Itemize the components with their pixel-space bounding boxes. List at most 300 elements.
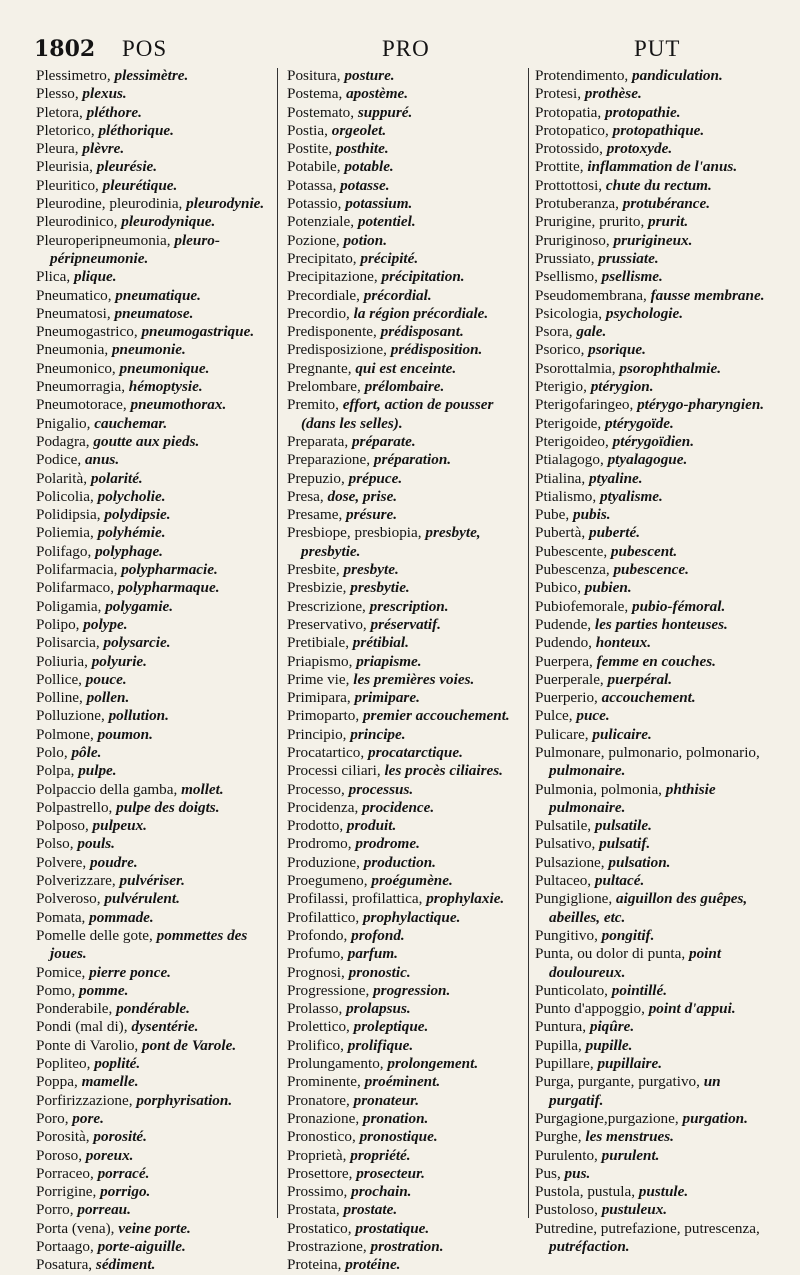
dictionary-entry bbox=[36, 890, 268, 908]
dictionary-entry bbox=[287, 927, 527, 945]
dictionary-entry bbox=[36, 140, 268, 158]
entry-translation: prussiate. bbox=[598, 249, 659, 267]
entry-translation: pus. bbox=[564, 1164, 591, 1182]
entry-headword: Policolia, bbox=[36, 487, 94, 505]
entry-headword: Porosità, bbox=[36, 1128, 90, 1146]
entry-translation: proleptique. bbox=[353, 1018, 429, 1036]
entry-headword: Pronatore, bbox=[287, 1091, 350, 1109]
dictionary-entry bbox=[535, 634, 771, 652]
entry-headword: Presa, bbox=[287, 487, 324, 505]
entry-translation: honteux. bbox=[595, 634, 652, 652]
dictionary-entry bbox=[36, 1183, 268, 1201]
entry-translation: poplité. bbox=[94, 1055, 141, 1073]
dictionary-entry bbox=[36, 1092, 268, 1110]
column-divider bbox=[528, 68, 529, 1218]
dictionary-entry bbox=[287, 305, 527, 323]
entry-translation: presbyte. bbox=[343, 561, 399, 579]
dictionary-entry bbox=[287, 1220, 527, 1238]
entry-headword: Pnigalio, bbox=[36, 414, 91, 432]
entry-headword: Principio, bbox=[287, 725, 347, 743]
entry-headword: Protendimento, bbox=[535, 67, 629, 84]
dictionary-entry bbox=[287, 890, 527, 908]
dictionary-entry bbox=[287, 1037, 527, 1055]
entry-headword: Pomo, bbox=[36, 981, 76, 999]
entry-translation: presbytie. bbox=[350, 579, 410, 597]
entry-headword: Profumo, bbox=[287, 945, 344, 963]
entry-headword: Portaago, bbox=[36, 1238, 94, 1255]
entry-translation: putréfaction. bbox=[549, 1238, 630, 1255]
dictionary-entry bbox=[287, 1147, 527, 1165]
entry-translation: prothèse. bbox=[584, 85, 642, 103]
entry-headword: Pleura, bbox=[36, 140, 79, 158]
entry-headword: Profondo, bbox=[287, 926, 348, 944]
dictionary-entry bbox=[36, 854, 268, 872]
entry-translation: pôle. bbox=[71, 743, 102, 761]
dictionary-entry bbox=[535, 1201, 771, 1219]
dictionary-entry bbox=[535, 341, 771, 359]
entry-headword: Pronostico, bbox=[287, 1128, 356, 1146]
entry-translation: psellisme. bbox=[601, 268, 663, 286]
dictionary-entry bbox=[535, 158, 771, 176]
entry-headword: Presbiope, presbiopia, bbox=[287, 524, 422, 542]
dictionary-entry bbox=[287, 378, 527, 396]
entry-translation: sédiment. bbox=[95, 1256, 156, 1274]
entry-headword: Protuberanza, bbox=[535, 195, 619, 213]
entry-translation: pouls. bbox=[77, 835, 115, 853]
entry-translation: protéine. bbox=[345, 1256, 401, 1274]
dictionary-entry bbox=[287, 177, 527, 195]
dictionary-entry bbox=[535, 872, 771, 890]
dictionary-entry bbox=[36, 451, 268, 469]
entry-headword: Pomice, bbox=[36, 963, 86, 981]
dictionary-entry bbox=[535, 250, 771, 268]
dictionary-entry bbox=[36, 653, 268, 671]
entry-headword: Precordio, bbox=[287, 304, 350, 322]
entry-headword: Pupillare, bbox=[535, 1055, 594, 1073]
entry-translation: potassium. bbox=[345, 195, 413, 213]
entry-headword: Pudende, bbox=[535, 615, 592, 633]
entry-translation: progression. bbox=[373, 981, 451, 999]
entry-translation: prostration. bbox=[370, 1238, 444, 1255]
dictionary-entry bbox=[287, 488, 527, 506]
entry-headword: Premito, bbox=[287, 396, 339, 414]
entry-translation: polycholie. bbox=[97, 487, 166, 505]
entry-headword: Pomelle delle gote, bbox=[36, 926, 153, 944]
entry-headword: Precipitato, bbox=[287, 249, 357, 267]
entry-headword: Ptialagogo, bbox=[535, 451, 604, 469]
dictionary-entry bbox=[36, 287, 268, 305]
entry-headword: Primoparto, bbox=[287, 707, 360, 725]
entry-headword: Porta (vena), bbox=[36, 1219, 115, 1237]
dictionary-entry bbox=[535, 1183, 771, 1201]
entry-translation: psychologie. bbox=[605, 304, 684, 322]
entry-translation: poumon. bbox=[97, 725, 153, 743]
entry-translation: les menstrues. bbox=[585, 1128, 674, 1146]
dictionary-entry bbox=[535, 305, 771, 323]
entry-translation: pubio-fémoral. bbox=[632, 597, 726, 615]
entry-translation: pierre ponce. bbox=[89, 963, 171, 981]
dictionary-entry bbox=[535, 781, 771, 818]
entry-headword: Predisponente, bbox=[287, 323, 377, 341]
entry-headword: Poppa, bbox=[36, 1073, 78, 1091]
entry-headword: Polpa, bbox=[36, 762, 75, 780]
dictionary-entry bbox=[535, 1110, 771, 1128]
entry-headword: Pomata, bbox=[36, 908, 86, 926]
entry-headword: Prurigine, prurito, bbox=[535, 213, 645, 231]
dictionary-entry bbox=[287, 598, 527, 616]
entry-translation: pulpe des doigts. bbox=[116, 798, 220, 816]
entry-headword: Pretibiale, bbox=[287, 634, 349, 652]
entry-translation: pleurétique. bbox=[102, 176, 178, 194]
entry-headword: Polso, bbox=[36, 835, 74, 853]
dictionary-entry bbox=[287, 1110, 527, 1128]
dictionary-entry bbox=[36, 195, 268, 213]
entry-headword: Protopatia, bbox=[535, 103, 602, 121]
entry-translation: processus. bbox=[348, 780, 414, 798]
entry-translation: mamelle. bbox=[81, 1073, 139, 1091]
entry-translation: presbyte, presbytie. bbox=[301, 524, 481, 560]
dictionary-entry bbox=[36, 726, 268, 744]
entry-headword: Polpaccio della gamba, bbox=[36, 780, 178, 798]
entry-translation: ptyalagogue. bbox=[607, 451, 688, 469]
entry-translation: psorophthalmie. bbox=[619, 359, 722, 377]
entry-headword: Ponte di Varolio, bbox=[36, 1036, 139, 1054]
entry-headword: Pneumonia, bbox=[36, 341, 109, 359]
entry-headword: Pleurodinico, bbox=[36, 213, 118, 231]
entry-translation: profond. bbox=[351, 926, 405, 944]
dictionary-entry bbox=[535, 360, 771, 378]
dictionary-entry bbox=[535, 1055, 771, 1073]
entry-translation: pondérable. bbox=[116, 1000, 190, 1018]
entry-headword: Poliuria, bbox=[36, 652, 88, 670]
entry-translation: polygamie. bbox=[105, 597, 174, 615]
entry-headword: Pterigoide, bbox=[535, 414, 602, 432]
entry-headword: Polifarmaco, bbox=[36, 579, 115, 597]
entry-headword: Prime vie, bbox=[287, 670, 350, 688]
entry-headword: Ponderabile, bbox=[36, 1000, 113, 1018]
entry-translation: pulicaire. bbox=[592, 725, 652, 743]
entry-translation: puberté. bbox=[589, 524, 641, 542]
entry-headword: Purghe, bbox=[535, 1128, 582, 1146]
dictionary-entry bbox=[535, 579, 771, 597]
entry-headword: Prolasso, bbox=[287, 1000, 343, 1018]
dictionary-entry bbox=[287, 470, 527, 488]
entry-headword: Popliteo, bbox=[36, 1055, 91, 1073]
entry-headword: Pulsazione, bbox=[535, 853, 605, 871]
dictionary-entry bbox=[36, 341, 268, 359]
entry-translation: purgation. bbox=[682, 1109, 748, 1127]
entry-translation: puce. bbox=[576, 707, 610, 725]
dictionary-entry bbox=[535, 396, 771, 414]
entry-headword: Polifago, bbox=[36, 542, 92, 560]
entry-translation: parfum. bbox=[347, 945, 398, 963]
entry-translation: polype. bbox=[83, 615, 128, 633]
entry-headword: Profilattico, bbox=[287, 908, 360, 926]
entry-translation: pont de Varole. bbox=[142, 1036, 237, 1054]
entry-translation: prolifique. bbox=[347, 1036, 414, 1054]
entry-translation: prescription. bbox=[369, 597, 449, 615]
entry-headword: Pulmonia, polmonia, bbox=[535, 780, 662, 798]
entry-headword: Punta, ou dolor di punta, bbox=[535, 945, 686, 963]
dictionary-entry bbox=[287, 360, 527, 378]
dictionary-entry bbox=[287, 634, 527, 652]
dictionary-entry bbox=[36, 506, 268, 524]
dictionary-entry bbox=[287, 67, 527, 85]
dictionary-entry bbox=[535, 415, 771, 433]
entry-translation: prélombaire. bbox=[364, 378, 445, 396]
entry-headword: Polipo, bbox=[36, 615, 80, 633]
entry-headword: Polifarmacia, bbox=[36, 561, 118, 579]
dictionary-entry bbox=[36, 213, 268, 231]
entry-translation: propriété. bbox=[350, 1146, 411, 1164]
entry-translation: ptérygion. bbox=[590, 378, 654, 396]
entry-headword: Pneumatosi, bbox=[36, 304, 111, 322]
entry-translation: pronateur. bbox=[353, 1091, 420, 1109]
dictionary-entry bbox=[535, 287, 771, 305]
entry-translation: pronation. bbox=[362, 1109, 429, 1127]
dictionary-entry bbox=[36, 1165, 268, 1183]
entry-headword: Punticolato, bbox=[535, 981, 608, 999]
dictionary-entry bbox=[36, 122, 268, 140]
entry-headword: Posatura, bbox=[36, 1256, 93, 1274]
entry-headword: Pupilla, bbox=[535, 1036, 582, 1054]
entry-headword: Pungiglione, bbox=[535, 890, 613, 908]
entry-translation: présure. bbox=[346, 506, 398, 524]
entry-headword: Produzione, bbox=[287, 853, 360, 871]
dictionary-entry bbox=[535, 1073, 771, 1110]
entry-headword: Preservativo, bbox=[287, 615, 367, 633]
entry-translation: polypharmaque. bbox=[117, 579, 220, 597]
entry-translation: point douloureux. bbox=[549, 945, 722, 981]
dictionary-entry bbox=[287, 1092, 527, 1110]
entry-headword: Psicologia, bbox=[535, 304, 603, 322]
entry-translation: prurit. bbox=[648, 213, 689, 231]
entry-translation: plèvre. bbox=[82, 140, 125, 158]
dictionary-entry bbox=[535, 177, 771, 195]
dictionary-entry bbox=[287, 762, 527, 780]
entry-translation: production. bbox=[363, 853, 436, 871]
dictionary-entry bbox=[36, 634, 268, 652]
dictionary-entry bbox=[535, 598, 771, 616]
dictionary-entry bbox=[36, 927, 268, 964]
dictionary-entry bbox=[36, 305, 268, 323]
dictionary-entry bbox=[36, 1201, 268, 1219]
dictionary-entry bbox=[287, 817, 527, 835]
dictionary-entry bbox=[287, 140, 527, 158]
entry-headword: Punto d'appoggio, bbox=[535, 1000, 645, 1018]
entry-translation: polyphage. bbox=[95, 542, 163, 560]
page-header bbox=[0, 36, 800, 68]
dictionary-entry bbox=[36, 158, 268, 176]
entry-translation: pulvérulent. bbox=[104, 890, 180, 908]
entry-headword: Poro, bbox=[36, 1109, 69, 1127]
entry-headword: Porro, bbox=[36, 1201, 74, 1219]
entry-headword: Pulce, bbox=[535, 707, 573, 725]
dictionary-entry bbox=[535, 945, 771, 982]
entry-translation: pubescent. bbox=[610, 542, 678, 560]
entry-translation: pulvériser. bbox=[119, 872, 185, 890]
entry-translation: précipitation. bbox=[381, 268, 465, 286]
entry-translation: pulsatile. bbox=[594, 817, 652, 835]
entry-headword: Pronazione, bbox=[287, 1109, 360, 1127]
dictionary-entry bbox=[287, 506, 527, 524]
entry-translation: suppuré. bbox=[357, 103, 413, 121]
dictionary-entry bbox=[287, 1256, 527, 1274]
dictionary-entry bbox=[535, 707, 771, 725]
dictionary-entry bbox=[287, 433, 527, 451]
entry-translation: proéminent. bbox=[364, 1073, 441, 1091]
entry-headword: Pletorico, bbox=[36, 121, 95, 139]
entry-translation: pointillé. bbox=[611, 981, 668, 999]
entry-headword: Purga, purgante, purgativo, bbox=[535, 1073, 700, 1091]
entry-translation: pouce. bbox=[85, 670, 127, 688]
entry-translation: pneumatique. bbox=[115, 286, 201, 304]
entry-headword: Polverizzare, bbox=[36, 872, 116, 890]
dictionary-entry bbox=[535, 854, 771, 872]
entry-translation: procidence. bbox=[362, 798, 435, 816]
entry-headword: Polline, bbox=[36, 689, 83, 707]
entry-headword: Prossimo, bbox=[287, 1183, 348, 1201]
dictionary-entry bbox=[287, 872, 527, 890]
dictionary-entry bbox=[287, 707, 527, 725]
dictionary-entry bbox=[535, 817, 771, 835]
entry-translation: potasse. bbox=[340, 176, 390, 194]
entry-headword: Pulsatile, bbox=[535, 817, 592, 835]
entry-translation: polydipsie. bbox=[104, 506, 171, 524]
entry-headword: Progressione, bbox=[287, 981, 370, 999]
dictionary-entry bbox=[36, 67, 268, 85]
dictionary-entry bbox=[535, 561, 771, 579]
entry-translation: la région précordiale. bbox=[353, 304, 489, 322]
dictionary-entry bbox=[535, 744, 771, 781]
entry-translation: un purgatif. bbox=[549, 1073, 721, 1109]
dictionary-entry bbox=[535, 488, 771, 506]
entry-headword: Pubertà, bbox=[535, 524, 586, 542]
dictionary-entry bbox=[36, 543, 268, 561]
entry-translation: prochain. bbox=[351, 1183, 412, 1201]
dictionary-entry bbox=[535, 268, 771, 286]
entry-headword: Potassa, bbox=[287, 176, 337, 194]
entry-headword: Preparata, bbox=[287, 432, 349, 450]
entry-translation: psorique. bbox=[588, 341, 646, 359]
dictionary-entry bbox=[535, 470, 771, 488]
entry-headword: Pultaceo, bbox=[535, 872, 592, 890]
entry-translation: plexus. bbox=[82, 85, 127, 103]
entry-headword: Polluzione, bbox=[36, 707, 105, 725]
entry-headword: Prostrazione, bbox=[287, 1238, 367, 1255]
entry-translation: pustule. bbox=[638, 1183, 689, 1201]
entry-translation: pore. bbox=[72, 1109, 104, 1127]
entry-translation: plessimètre. bbox=[114, 67, 189, 84]
dictionary-entry bbox=[36, 415, 268, 433]
dictionary-entry bbox=[287, 1000, 527, 1018]
entry-headword: Pletora, bbox=[36, 103, 83, 121]
entry-headword: Pregnante, bbox=[287, 359, 352, 377]
entry-translation: ptérygoïde. bbox=[605, 414, 674, 432]
entry-headword: Pubescenza, bbox=[535, 561, 610, 579]
dictionary-entry bbox=[36, 561, 268, 579]
entry-headword: Prepuzio, bbox=[287, 469, 345, 487]
entry-headword: Preparazione, bbox=[287, 451, 371, 469]
dictionary-entry bbox=[287, 104, 527, 122]
entry-headword: Poliemia, bbox=[36, 524, 94, 542]
entry-translation: précipité. bbox=[360, 249, 419, 267]
entry-headword: Protossido, bbox=[535, 140, 603, 158]
dictionary-entry bbox=[287, 158, 527, 176]
dictionary-entry bbox=[535, 104, 771, 122]
dictionary-entry bbox=[36, 1220, 268, 1238]
entry-translation: pronostique. bbox=[359, 1128, 438, 1146]
dictionary-entry bbox=[287, 122, 527, 140]
entry-headword: Postite, bbox=[287, 140, 333, 158]
entry-headword: Pterigofaringeo, bbox=[535, 396, 634, 414]
entry-translation: prophylactique. bbox=[362, 908, 461, 926]
entry-headword: Pulmonare, pulmonario, polmonario, bbox=[535, 743, 760, 761]
dictionary-entry bbox=[36, 232, 268, 269]
dictionary-entry bbox=[36, 799, 268, 817]
dictionary-entry bbox=[36, 1073, 268, 1091]
dictionary-entry bbox=[287, 616, 527, 634]
dictionary-entry bbox=[535, 689, 771, 707]
entry-headword: Prostatico, bbox=[287, 1219, 352, 1237]
entry-translation: gale. bbox=[576, 323, 607, 341]
dictionary-entry bbox=[535, 1128, 771, 1146]
dictionary-entry bbox=[287, 232, 527, 250]
dictionary-entry bbox=[36, 872, 268, 890]
dictionary-entry bbox=[535, 927, 771, 945]
entry-translation: chute du rectum. bbox=[605, 176, 712, 194]
entry-headword: Proegumeno, bbox=[287, 872, 368, 890]
entry-translation: pollen. bbox=[86, 689, 130, 707]
entry-translation: porosité. bbox=[93, 1128, 147, 1146]
entry-headword: Plessimetro, bbox=[36, 67, 111, 84]
dictionary-entry bbox=[36, 323, 268, 341]
dictionary-entry bbox=[36, 488, 268, 506]
entry-translation: posthite. bbox=[335, 140, 389, 158]
dictionary-entry bbox=[36, 671, 268, 689]
entry-headword: Plica, bbox=[36, 268, 71, 286]
entry-translation: précordial. bbox=[363, 286, 432, 304]
entry-translation: pommade. bbox=[89, 908, 154, 926]
entry-translation: pustuleux. bbox=[601, 1201, 668, 1219]
entry-translation: pubescence. bbox=[613, 561, 689, 579]
dictionary-entry bbox=[287, 744, 527, 762]
entry-headword: Priapismo, bbox=[287, 652, 353, 670]
entry-headword: Ptialismo, bbox=[535, 487, 597, 505]
entry-translation: pneumatose. bbox=[114, 304, 194, 322]
dictionary-entry bbox=[535, 1037, 771, 1055]
entry-headword: Proteina, bbox=[287, 1256, 342, 1274]
dictionary-entry bbox=[535, 195, 771, 213]
entry-translation: protubérance. bbox=[622, 195, 711, 213]
entry-translation: fausse membrane. bbox=[650, 286, 765, 304]
dictionary-entry bbox=[287, 1128, 527, 1146]
entry-translation: pultacé. bbox=[594, 872, 645, 890]
dictionary-entry bbox=[36, 1037, 268, 1055]
entry-translation: puerpéral. bbox=[607, 670, 673, 688]
entry-headword: Prognosi, bbox=[287, 963, 345, 981]
dictionary-entry bbox=[287, 726, 527, 744]
entry-translation: pubien. bbox=[584, 579, 632, 597]
entry-translation: ptyaline. bbox=[589, 469, 643, 487]
running-headword-center: PRO bbox=[382, 36, 430, 61]
entry-headword: Positura, bbox=[287, 67, 341, 84]
entry-headword: Presame, bbox=[287, 506, 343, 524]
dictionary-entry bbox=[287, 1165, 527, 1183]
dictionary-entry bbox=[535, 982, 771, 1000]
entry-translation: point d'appui. bbox=[648, 1000, 736, 1018]
entry-headword: Poligamia, bbox=[36, 597, 102, 615]
